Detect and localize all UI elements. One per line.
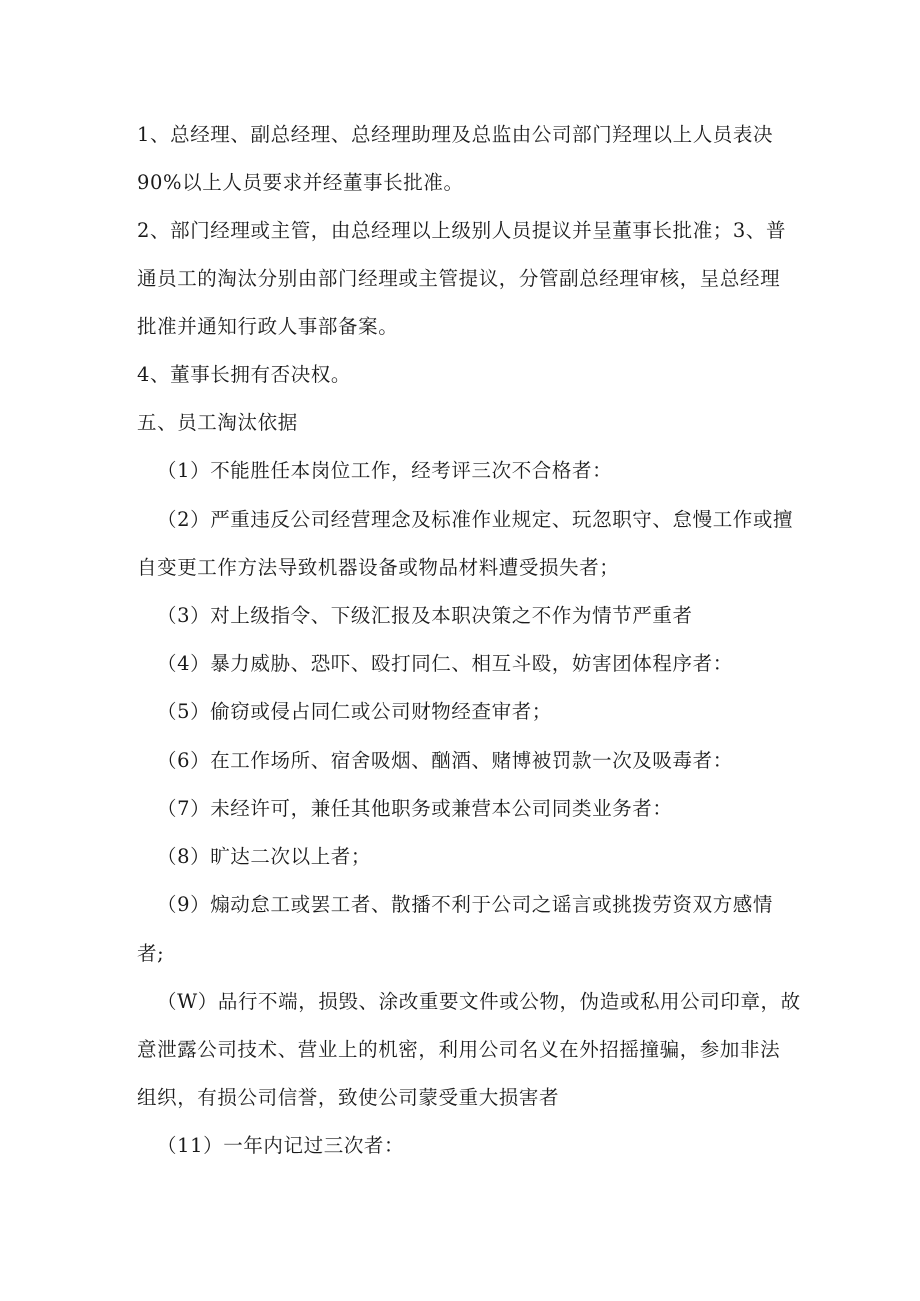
list-item-7: （7）未经许可，兼任其他职务或兼营本公司同类业务者：	[157, 797, 673, 820]
list-item-8: （8）旷达二次以上者；	[157, 845, 372, 868]
list-item-3: （3）对上级指令、下级汇报及本职决策之不作为情节严重者	[157, 604, 693, 627]
list-item-2-continued: 自变更工作方法导致机器设备或物品材料遭受损失者；	[137, 556, 620, 579]
list-item-1: （1）不能胜任本岗位工作，经考评三次不合格者：	[157, 459, 613, 482]
section-heading: 五、员工淘汰依据	[137, 411, 298, 434]
paragraph-line-6: 4、董事长拥有否决权。	[137, 363, 352, 386]
list-item-2: （2）严重违反公司经营理念及标准作业规定、玩忽职守、怠慢工作或擅	[157, 508, 794, 531]
list-item-10-continued-1: 意泄露公司技术、营业上的机密，利用公司名义在外招摇撞骗，参加非法	[137, 1038, 781, 1061]
paragraph-line-2: 90%以上人员要求并经董事长批准。	[137, 171, 464, 194]
paragraph-line-4: 通员工的淘汰分别由部门经理或主管提议，分管副总经理审核，呈总经理	[137, 267, 781, 290]
list-item-9-continued: 者;	[137, 942, 165, 965]
list-item-9: （9）煽动怠工或罢工者、散播不利于公司之谣言或挑拨劳资双方感情	[157, 893, 774, 916]
list-item-5: （5）偷窃或侵占同仁或公司财物经查审者；	[157, 700, 552, 723]
paragraph-line-5: 批准并通知行政人事部备案。	[137, 315, 399, 338]
paragraph-line-3: 2、部门经理或主管，由总经理以上级别人员提议并呈董事长批准；3、普	[137, 219, 787, 242]
paragraph-line-1: 1、总经理、副总经理、总经理助理及总监由公司部门羟理以上人员表决	[137, 123, 774, 146]
list-item-6: （6）在工作场所、宿舍吸烟、酗酒、赌博被罚款一次及吸毒者：	[157, 749, 733, 772]
list-item-11: （11）一年内记过三次者：	[157, 1134, 405, 1157]
list-item-4: （4）暴力威胁、恐吓、殴打同仁、相互斗殴，妨害团体程序者：	[157, 652, 733, 675]
list-item-10: （W）品行不端，损毁、涂改重要文件或公物，伪造或私用公司印章，故	[157, 990, 801, 1013]
list-item-10-continued-2: 组织，有损公司信誉，致使公司蒙受重大损害者	[137, 1086, 560, 1109]
